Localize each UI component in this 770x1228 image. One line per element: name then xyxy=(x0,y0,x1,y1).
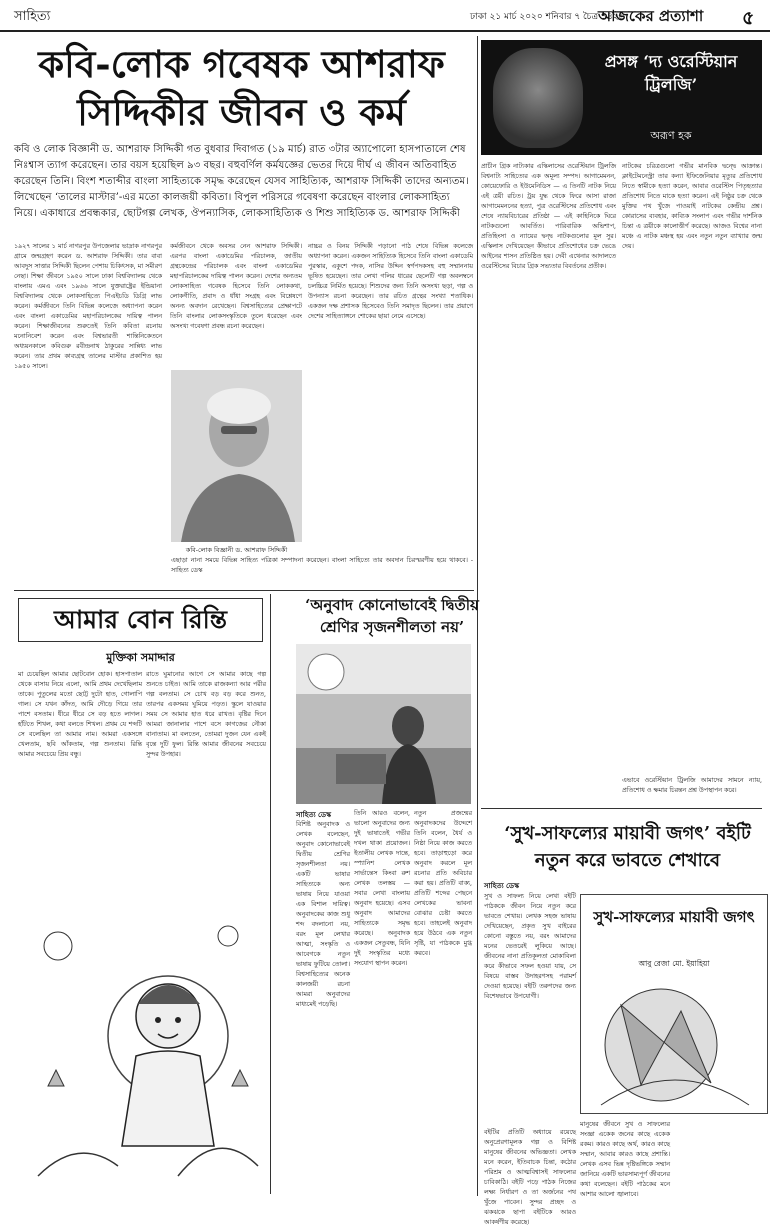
interview-photo xyxy=(296,644,471,804)
interview-headline: ‘অনুবাদ কোনোভাবেই দ্বিতীয় শ্রেণির সৃজনশীলতা নয়’ xyxy=(305,596,479,636)
interview-column-2: তিনি আরও বলেন, ভালো অনুবাদের জন্য দুই ভাষাতেই গভীর দখল থাকা প্রয়োজন। ইতালীয় লেখক দান্তে, স্প্যানিশ লেখক সার্ভান্তেস কিংবা রুশ লেখক তলস্তয় — সবার লেখা বাংলায় অনুবাদ হয়েছে। এসব অনুবাদ আমাদের সাহিত্যকে সমৃদ্ধ করেছে। অনুবাদক একজন সেতুবন্ধ, যিনি দুই সংস্কৃতির মধ্যে সংযোগ স্থাপন করেন। xyxy=(354,810,410,967)
book-cover xyxy=(580,894,768,1114)
interview-column-3: নতুন প্রজন্মের অনুবাদকদের উদ্দেশে তিনি বলেন, ধৈর্য ও নিষ্ঠা নিয়ে কাজ করতে হবে। তাড়াহুড়ো করে অনুবাদ করলে মূল রচনার প্রতি অবিচার করা হয়। প্রতিটি বাক্য, প্রতিটি শব্দের পেছনে লেখকের ভাবনা বোঝার চেষ্টা করতে হবে। তাহলেই অনুবাদ হয়ে উঠবে এক নতুন সৃষ্টি, যা পাঠককে মুগ্ধ করবে। xyxy=(414,810,472,957)
poem-column-1: মা চেয়েছিল আমার ছোটবোন হোক। হাসপাতাল থেকে বাসায় নিয়ে এলো, আমি প্রথম দেখেছিলাম তাকে। পুতুলের মতো ছোট্ট দুটো হাত, গোলাপি গাল। সে যখন কাঁদত, আমি দৌড়ে গিয়ে তার পাশে বসতাম। ধীরে ধীরে সে বড় হতে লাগল। হাঁটতে শিখল, কথা বলতে শিখল। প্রথম যে শব্দটি সে বলেছিল তা আমার নাম। আমরা একসঙ্গে খেলতাম, ছবি আঁকতাম, গল্প শুনতাম। রিন্তি আমার সবচেয়ে প্রিয় বন্ধু। xyxy=(18,671,142,758)
page-number: ৫ xyxy=(742,7,755,29)
lead-headline: কবি-লোক গবেষক আশরাফ সিদ্দিকীর জীবন ও কর্ম xyxy=(38,42,445,134)
poem-author: মুক্তিকা সমাদ্দার xyxy=(106,651,175,664)
feature-column-2: নাটকের চরিত্রগুলো গভীর মানবিক দ্বন্দ্বে আক্রান্ত। ক্লাইটেমনেস্ট্রা তার কন্যা ইফিজেনিয়ার মৃত্যুর প্রতিশোধ নিতে স্বামীকে হত্যা করেন, আবার ওরেস্টিস পিতৃহত্যার প্রতিশোধ নিতে মাকে হত্যা করেন। এই নিষ্ঠুর চক্র থেকে মুক্তির পথ খুঁজে পাওয়াই নাটকের কেন্দ্রীয় প্রশ্ন। কোরাসের ব্যবহার, কাব্যিক সংলাপ এবং গভীর দার্শনিক চিন্তা এ ত্রয়ীকে কালোত্তীর্ণ করেছে। আজও বিশ্বের নানা মঞ্চে এ নাটক মঞ্চস্থ হয় এবং নতুন নতুন ব্যাখ্যার জন্ম দেয়। xyxy=(622,163,762,250)
book-review-column-2: বইটির প্রতিটি অধ্যায়ে রয়েছে অনুপ্রেরণামূলক গল্প ও বিশিষ্ট মানুষের জীবনের অভিজ্ঞতা। লেখক মনে করেন, ইতিবাচক চিন্তা, কঠোর পরিশ্রম ও আত্মবিশ্বাসই সাফল্যের চাবিকাঠি। বইটি পড়ে পাঠক নিজের লক্ষ্য নির্ধারণ ও তা অর্জনের পথ খুঁজে পাবেন। সুন্দর প্রচ্ছদ ও ঝকঝকে ছাপা বইটিকে আরও আকর্ষণীয় করেছে। xyxy=(484,1129,576,1226)
poem-column-2: রাতে ঘুমানোর আগে সে আমার কাছে গল্প শুনতে চাইত। আমি তাকে রাজকন্যা আর পরীর গল্প বলতাম। সে চোখ বড় বড় করে শুনত, তারপর একসময় ঘুমিয়ে পড়ত। স্কুলে যাওয়ার সময় সে আমার হাত ধরে রাখত। বৃষ্টির দিনে আমরা জানালার পাশে বসে কাগজের নৌকা বানাতাম। মা বলতেন, তোমরা দুজন যেন একই বৃন্তে দুটি ফুল। রিন্তি আমার জীবনের সবচেয়ে সুন্দর উপহার। xyxy=(146,671,266,758)
author-photo-caption: কবি-লোক বিজ্ঞানী ড. আশরাফ সিদ্দিকী xyxy=(185,546,288,554)
book-cover-author: আবু রেজা মো. ইয়াহিয়া xyxy=(638,959,710,968)
section-name: সাহিত্য xyxy=(14,9,51,24)
header-date: ঢাকা ২১ মার্চ ২০২০ শনিবার ৭ চৈত্র ১৪২৬ xyxy=(470,12,625,22)
girl-illustration xyxy=(18,886,266,1186)
poem-headline: আমার বোন রিন্তি xyxy=(18,598,263,642)
author-portrait-photo xyxy=(171,370,302,542)
lead-column-2: কর্মজীবনে থেকে অবসর নেন আশরাফ সিদ্দিকী। এরপর বাংলা একাডেমির পরিচালক, জাতীয় গ্রন্থকেন্দ্রের পরিচালক এবং বাংলা একাডেমির মহাপরিচালকের দায়িত্ব পালন করেন। দেশের অন্যতম লোকসাহিত্য গবেষক হিসেবে তিনি লোককথা, লোকগীতি, প্রবাদ ও ধাঁধা সংগ্রহ এবং বিশ্লেষণে অনন্য অবদান রেখেছেন। বিশ্বসাহিত্যের প্রেক্ষাপটে তিনি বাংলার লোকসংস্কৃতিকে তুলে ধরেছেন এবং অসংখ্য গবেষণা প্রবন্ধ রচনা করেছেন। xyxy=(170,243,302,330)
book-cover-title: সুখ-সাফল্যের মায়াবী জগৎ xyxy=(593,908,755,926)
book-review-label: সাহিত্য ডেস্ক xyxy=(484,881,520,890)
book-review-headline: ‘সুখ-সাফল্যের মায়াবী জগৎ’ বইটি নতুন করে ভাবতে শেখাবে xyxy=(504,823,751,871)
lead-column-1: ১৯২৭ সালের ১ মার্চ নাগরপুর উপজেলার ভাদ্রাক নাগরপুর গ্রামে জন্মগ্রহণ করেন ড. আশরাফ সিদ্দিকী। তার বাবা আবদুস সাত্তার সিদ্দিকী ছিলেন পেশায় চিকিৎসক, মা সমীরণ নেছা। শিক্ষা জীবনে ১৯৫০ সালে ঢাকা বিশ্ববিদ্যালয় থেকে বাংলায় এমএ এবং ১৯৬৬ সালে যুক্তরাষ্ট্রের ইন্ডিয়ানা বিশ্ববিদ্যালয় থেকে লোকসাহিত্যে পিএইচডি ডিগ্রি লাভ করেন। কর্মজীবনে তিনি বিভিন্ন কলেজে অধ্যাপনা করেন এবং বাংলা একাডেমির মহাপরিচালকের দায়িত্ব পালন করেন। শিক্ষাজীবনের শুরুতেই তিনি কবিতা রচনায় মনোনিবেশ করেন এবং বিশ্বভারতী শান্তিনিকেতনে অধ্যয়নকালে কবিগুরু রবীন্দ্রনাথ ঠাকুরের সান্নিধ্য লাভ করেন। তার প্রথম কাব্যগ্রন্থ তালের মাস্টার প্রকাশিত হয় ১৯৫০ সালে। xyxy=(14,243,162,370)
feature-column-2-tail: এভাবে ওরেস্টিয়ান ট্রিলজি আমাদের সামনে ন্যায়, প্রতিশোধ ও ক্ষমার চিরন্তন প্রশ্ন উপস্থাপন করে। xyxy=(622,777,762,794)
divider xyxy=(270,594,271,1194)
newspaper-logo: আজকের প্রত্যাশা xyxy=(598,7,704,25)
divider xyxy=(14,590,474,591)
feature-headline: প্রসঙ্গ ‘দ্য ওরেস্টিয়ান ট্রিলজি’ xyxy=(604,52,738,94)
interview-label: সাহিত্য ডেস্ক xyxy=(296,810,332,819)
lead-column-3: নাচ্চর ও বিনয় সিদ্দিকী পড়ানো পাঠ শেষে বিভিন্ন কলেজে অধ্যাপনা করেন। একজন সাহিত্যিক হিসেবে তিনি বাংলা একাডেমি পুরস্কার, একুশে পদক, নাসির উদ্দিন স্বর্ণপদকসহ বহু সম্মাননায় ভূষিত হয়েছেন। তার লেখা গলির ধারের ছেলেটি গল্প অবলম্বনে চলচ্চিত্র নির্মিত হয়েছে। শিশুদের জন্য তিনি অসংখ্য ছড়া, গল্প ও উপন্যাস রচনা করেছেন। তার রচিত গ্রন্থের সংখ্যা শতাধিক। একজন দক্ষ প্রশাসক হিসেবেও তিনি সমাদৃত ছিলেন। তার প্রয়াণে দেশের সাহিত্যাঙ্গনে শোকের ছায়া নেমে এসেছে। xyxy=(308,243,473,320)
feature-column-1: প্রাচীন গ্রিক নাট্যকার এস্কিলাসের ওরেস্টিয়ান ট্রিলজি বিশ্বনাট্য সাহিত্যের এক অমূল্য সম্পদ। আগামেমনন, কোয়েফোরি ও ইউমেনিডিস — এ তিনটি নাটক নিয়ে এই ত্রয়ী রচিত। ট্রয় যুদ্ধ থেকে ফিরে আসা রাজা আগামেমননের হত্যা, পুত্র ওরেস্টিসের প্রতিশোধ এবং শেষে ন্যায়বিচারের প্রতিষ্ঠা — এই কাহিনিকে ঘিরে নাটকগুলো আবর্তিত। পারিবারিক অভিশাপ, প্রতিহিংসা ও ন্যায়ের দ্বন্দ্ব নাটকগুলোর মূল সুর। এস্কিলাস দেখিয়েছেন কীভাবে প্রতিশোধের চক্র ভেঙে আইনের শাসন প্রতিষ্ঠিত হয়। দেবী এথেনার আদালতে ওরেস্টিসের বিচার গ্রিক সভ্যতার বিবর্তনের প্রতীক। xyxy=(481,163,616,270)
lead-column-3-tail: এছাড়া নানা সময়ে বিভিন্ন সাহিত্য পত্রিকা সম্পাদনা করেছেন। বাংলা সাহিত্যে তার অবদান চিরস্মরণীয় হয়ে থাকবে। - সাহিত্য ডেস্ক xyxy=(171,557,473,574)
book-review-column-1: সুখ ও সাফল্য নিয়ে লেখা বইটি পাঠককে জীবন নিয়ে নতুন করে ভাবতে শেখায়। লেখক সহজ ভাষায় দেখিয়েছেন, প্রকৃত সুখ বাইরের কোনো বস্তুতে নয়, বরং আমাদের মনের ভেতরেই লুকিয়ে আছে। জীবনের নানা প্রতিকূলতা মোকাবিলা করে কীভাবে সফল হওয়া যায়, সে বিষয়ে বাস্তব উদাহরণসহ পরামর্শ দেওয়া হয়েছে। বইটি তরুণদের জন্য বিশেষভাবে উপযোগী। xyxy=(484,893,576,1000)
lead-intro: কবি ও লোক বিজ্ঞানী ড. আশরাফ সিদ্দিকী গত বুধবার দিবাগত (১৯ মার্চ) রাত ৩টার অ্যাপোলো হাসপাতালে শেষ নিঃশ্বাস ত্যাগ করেছেন। তার বয়স হয়েছিল ৯৩ বছর। বহুবর্ণিল কর্মযজ্ঞের ভেতর দিয়ে দীর্ঘ এ জীবন অতিবাহিত করেছেন তিনি। বিংশ শতাব্দীর বাংলা সাহিত্যকে সমৃদ্ধ করেছেন যেসব সাহিত্যিক, আশরাফ সিদ্দিকী তাদের অন্যতম। লিখেছেন ‘তালের মাস্টার’-এর মতো কালজয়ী কবিতা। বিপুল পরিসরে গবেষণা করেছেন বাংলার লোকসাহিত্য নিয়ে। একাধারে প্রবন্ধকার, ছোটগল্প লেখক, ঔপন্যাসিক, লোকসাহিত্যিক ও শিশু সাহিত্যিক ড. আশরাফ সিদ্দিকী xyxy=(14,144,469,219)
page-header xyxy=(0,0,770,32)
book-review-column-3: মানুষের জীবনে সুখ ও সাফল্যের সংজ্ঞা একেক জনের কাছে একেক রকম। কারও কাছে অর্থ, কারও কাছে সম্মান, আবার কারও কাছে প্রশান্তি। লেখক এসব ভিন্ন দৃষ্টিভঙ্গিকে সম্মান জানিয়ে একটি ভারসাম্যপূর্ণ জীবনের কথা বলেছেন। বইটি পাঠকের মনে আশার আলো জ্বালাবে। xyxy=(580,1121,670,1198)
feature-author: অরূণ হক xyxy=(650,129,692,142)
interview-column-1: বিশিষ্ট অনুবাদক ও লেখক বলেছেন, অনুবাদ কোনোভাবেই দ্বিতীয় শ্রেণির সৃজনশীলতা নয়। একটি ভাষার সাহিত্যকে অন্য ভাষায় নিয়ে যাওয়া এক বিশাল দায়িত্ব। অনুবাদকের কাজ শুধু শব্দ বদলানো নয়, বরং মূল লেখার আত্মা, সংস্কৃতি ও আবেগকে নতুন ভাষায় ফুটিয়ে তোলা। বিশ্বসাহিত্যের অনেক কালজয়ী রচনা আমরা অনুবাদের মাধ্যমেই পড়েছি। xyxy=(296,821,350,1008)
greek-mask-image xyxy=(493,48,583,148)
divider xyxy=(481,808,762,809)
